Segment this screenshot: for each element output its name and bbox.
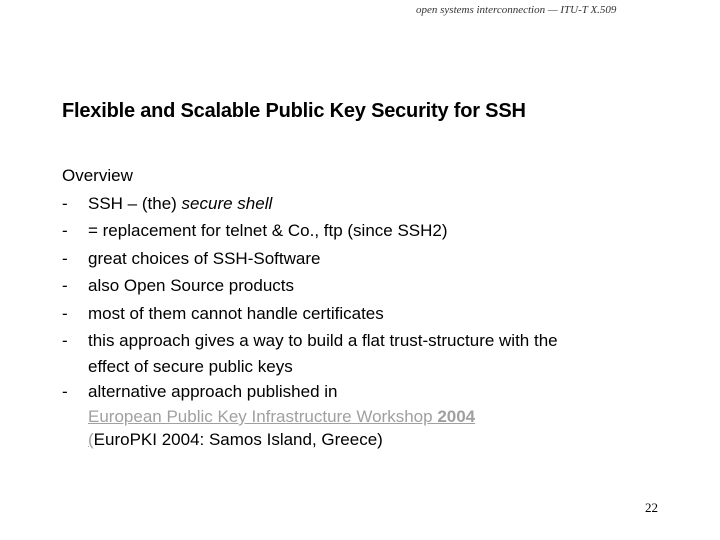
europki-citation: EuroPKI 2004: Samos Island, Greece) [93,430,383,449]
bullet-item-ssh [62,190,682,218]
page-number: 22 [645,500,658,515]
bullet-marker: - [62,381,68,401]
bullet-item-certificates [62,300,682,328]
bullet-marker: - [62,248,68,268]
bullet-marker: - [62,303,68,323]
bullet-item-alternative [62,378,682,452]
slide-body [62,162,682,451]
bullet-item-open-source [62,272,682,300]
slide-title: Flexible and Scalable Public Key Security for SSH [62,100,526,122]
bullet-text-continuation: effect of secure public keys [88,356,293,376]
bullet-item-approach [62,327,682,378]
bullet-text: SSH – (the) [88,193,182,213]
link-paren[interactable]: ( [88,430,94,449]
bullet-marker: - [62,193,68,213]
bullet-text: also Open Source products [88,276,295,295]
europki-workshop-link[interactable]: European Public Key Infrastructure Workshop [88,407,438,426]
europki-link-line [88,405,682,428]
bullet-marker: - [62,276,68,295]
bullet-italic-text: secure shell [181,193,273,213]
bullet-list [62,190,682,452]
bullet-text-continuation [88,428,682,451]
bullet-item-replacement [62,217,682,245]
bullet-text: = replacement for telnet & Co., ftp (since SSH2) [88,221,448,240]
bullet-item-choices [62,245,682,273]
overview-label: Overview [62,166,133,185]
bullet-text-line: alternative approach published in [88,381,338,401]
slide-header: open systems interconnection — ITU-T X.509 [416,4,617,16]
bullet-text: great choices of SSH-Software [88,248,321,268]
bullet-text: most of them cannot handle certificates [88,303,384,323]
bullet-text-line: this approach gives a way to build a flat trust-structure with the [88,331,558,350]
europki-year-link[interactable]: 2004 [437,407,476,426]
bullet-marker: - [62,331,68,350]
bullet-marker: - [62,221,68,240]
